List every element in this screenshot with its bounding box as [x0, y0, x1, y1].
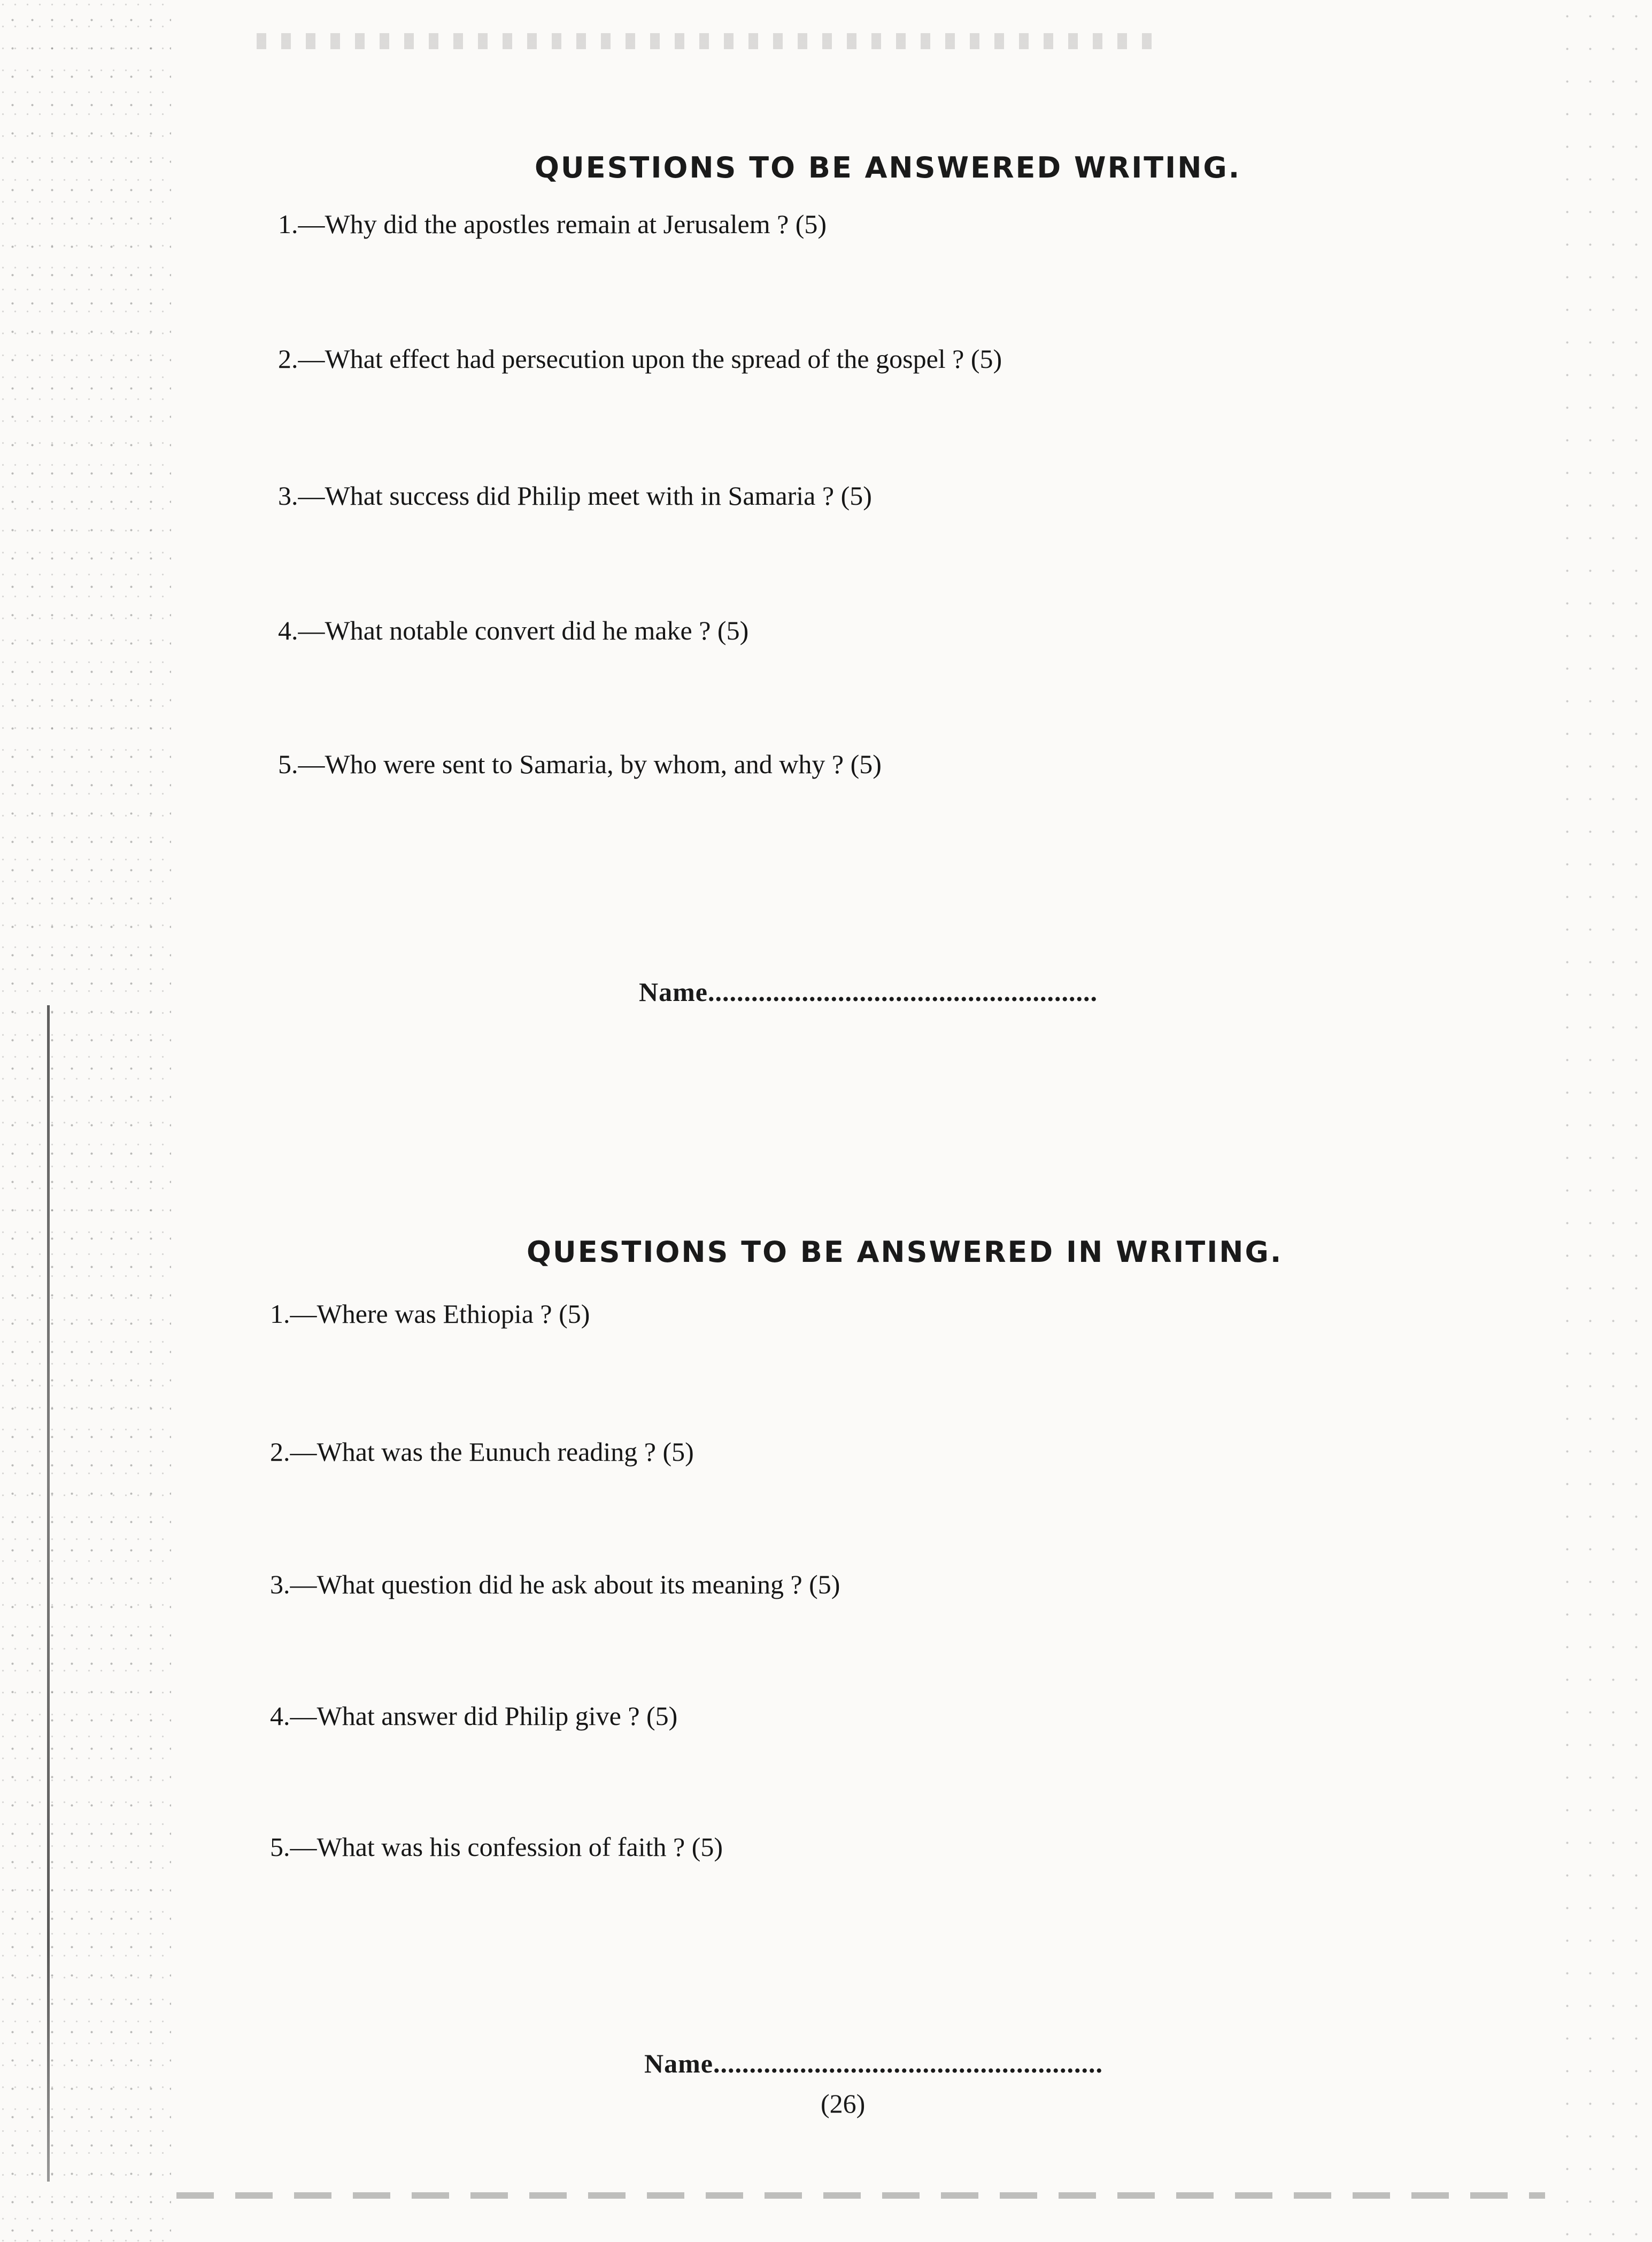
bottom-scan-streak — [176, 2192, 1545, 2199]
section-2-name-line: Name...................................................... — [644, 2048, 1103, 2078]
binding-edge-line — [47, 1005, 50, 2182]
section-1-question-4: 4.—What notable convert did he make ? (5) — [278, 615, 749, 645]
section-2-question-4: 4.—What answer did Philip give ? (5) — [270, 1701, 678, 1731]
section-2-question-2: 2.—What was the Eunuch reading ? (5) — [270, 1437, 694, 1467]
section-1-title: QUESTIONS TO BE ANSWERED WRITING. — [535, 151, 1241, 184]
section-2-title: QUESTIONS TO BE ANSWERED IN WRITING. — [527, 1235, 1283, 1269]
section-2-question-3: 3.—What question did he ask about its meaning ? (5) — [270, 1569, 840, 1599]
section-1-question-2: 2.—What effect had persecution upon the spread of the gospel ? (5) — [278, 344, 1002, 374]
section-2-question-1: 1.—Where was Ethiopia ? (5) — [270, 1299, 590, 1329]
page-number: (26) — [821, 2089, 866, 2118]
section-1-name-line: Name...................................................... — [639, 977, 1098, 1007]
right-margin-specks — [1556, 0, 1652, 2242]
section-1-question-5: 5.—Who were sent to Samaria, by whom, and why ? (5) — [278, 749, 882, 779]
section-1-question-3: 3.—What success did Philip meet with in Samaria ? (5) — [278, 481, 872, 511]
section-1-question-1: 1.—Why did the apostles remain at Jerusalem ? (5) — [278, 209, 827, 239]
section-2-question-5: 5.—What was his confession of faith ? (5) — [270, 1832, 723, 1862]
top-scan-streak — [257, 33, 1165, 49]
left-margin-specks — [0, 0, 171, 2242]
